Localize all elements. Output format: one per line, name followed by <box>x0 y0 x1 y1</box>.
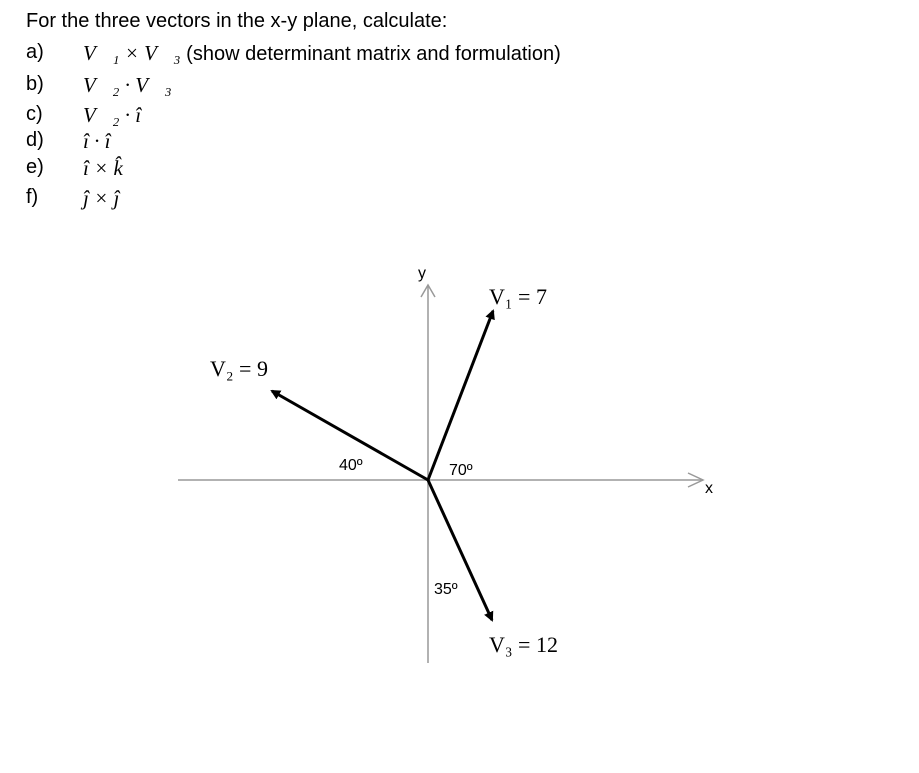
angle-v3-label: 35º <box>434 581 458 598</box>
question-label: c) <box>26 103 43 125</box>
angle-v1-label: 70º <box>449 462 473 479</box>
vector-v3-label: V₃ = 12 <box>489 632 558 657</box>
question-label: e) <box>26 156 44 178</box>
question-label: f) <box>26 186 39 208</box>
vector-v1-label: V₁ = 7 <box>489 284 547 309</box>
question-label: a) <box>26 41 44 63</box>
question-label: d) <box>26 129 44 151</box>
problem-title: For the three vectors in the x-y plane, calculate: <box>26 10 448 32</box>
expression-text: V⃗₁ × V⃗₃ <box>83 41 181 65</box>
vector-v1-arrow <box>428 311 493 480</box>
angle-v2-label: 40º <box>339 457 363 474</box>
vector-v3-arrow <box>428 480 492 620</box>
question-expression: V⃗₂ · î <box>83 103 142 127</box>
question-note: (show determinant matrix and formulation) <box>180 43 561 65</box>
question-expression: V⃗₂ · V⃗₃ <box>83 73 172 97</box>
x-axis-label: x <box>705 480 713 497</box>
question-expression: î · î <box>83 129 111 153</box>
question-label: b) <box>26 73 44 95</box>
vector-v2-label: V₂ = 9 <box>210 356 268 381</box>
y-axis-label: y <box>418 265 426 282</box>
question-expression: î × k̂ <box>83 156 123 180</box>
question-expression: ĵ × ĵ <box>83 186 120 210</box>
